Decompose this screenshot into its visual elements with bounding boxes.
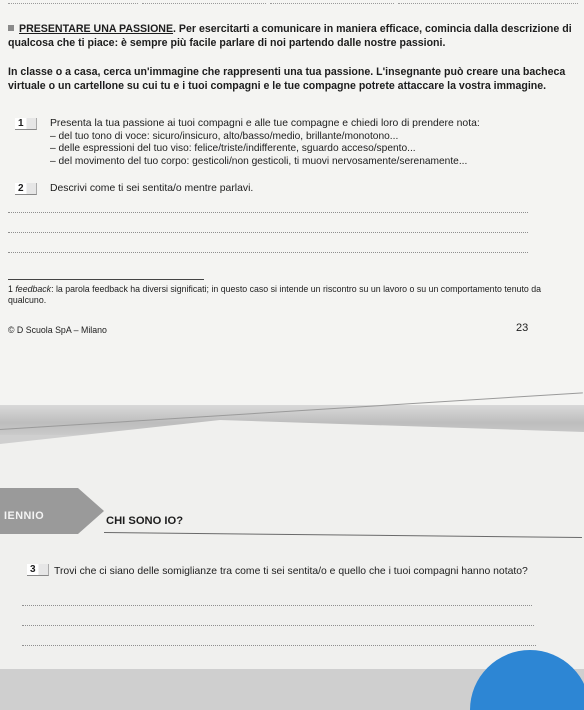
list-item: – delle espressioni del tuo viso: felice/triste/indifferente, sguardo acceso/spento...: [50, 143, 416, 155]
footnote-number: 1: [8, 284, 13, 294]
answer-line[interactable]: [8, 212, 528, 213]
section-title: PRESENTARE UNA PASSIONE: [19, 23, 174, 35]
top-dotted-rule: [398, 3, 578, 4]
footnote-text: : la parola feedback ha diversi significati; in questo caso si intende un riscontro su un lavoro o su un comportamento tenuto da qualcuno.: [8, 284, 542, 305]
page-number: 23: [516, 322, 529, 334]
answer-line[interactable]: [22, 605, 532, 606]
chapter-banner-label: IENNIO: [4, 510, 45, 522]
section-body: In classe o a casa, cerca un'immagine che rappresenti una tua passione. L'insegnante può creare una bacheca virtuale o un cartellone su cui tu e i tuoi compagni e le tue compagne potrete attaccare la vostra immagine.: [8, 66, 566, 92]
footnote-term: feedback: [15, 284, 52, 294]
square-bullet-icon: [8, 25, 14, 31]
section-intro: [8, 22, 573, 50]
answer-line[interactable]: [8, 252, 528, 253]
exercise-3-text: Trovi che ci siano delle somiglianze tra come ti sei sentita/o e quello che i tuoi compagni hanno notato?: [54, 566, 528, 577]
publisher-credit: © D Scuola SpA – Milano: [8, 325, 107, 335]
exercise-number-3: 3: [27, 564, 49, 576]
next-page-title: CHI SONO IO?: [106, 515, 184, 527]
exercise-2-text: Descrivi come ti sei sentita/o mentre parlavi.: [50, 183, 254, 194]
footnote: [8, 284, 568, 305]
section-title-rest: . Per esercitarti a comunicare in maniera efficace, comincia dalla descrizione di qualcosa che ti piace: è sempre più facile parlare di noi partendo dalle nostre passioni.: [8, 23, 572, 49]
exercise-1-text: Presenta la tua passione ai tuoi compagni e alle tue compagne e chiedi loro di prendere nota:: [50, 118, 480, 129]
list-item: – del tuo tono di voce: sicuro/insicuro, alto/basso/medio, brillante/monotono...: [50, 131, 399, 142]
answer-line[interactable]: [8, 232, 528, 233]
exercise-number-2: 2: [15, 183, 37, 195]
exercise-number-1: 1: [15, 118, 37, 130]
answer-line[interactable]: [22, 625, 534, 626]
top-dotted-rule: [270, 3, 394, 4]
answer-line[interactable]: [22, 645, 536, 646]
footnote-rule: [8, 279, 204, 280]
top-dotted-rule: [142, 3, 266, 4]
next-page: [0, 420, 584, 669]
top-dotted-rule: [8, 3, 138, 4]
exercise-1-list: [50, 131, 467, 168]
list-item: – del movimento del tuo corpo: gesticoli/non gesticoli, ti muovi nervosamente/serenamente...: [50, 155, 468, 167]
